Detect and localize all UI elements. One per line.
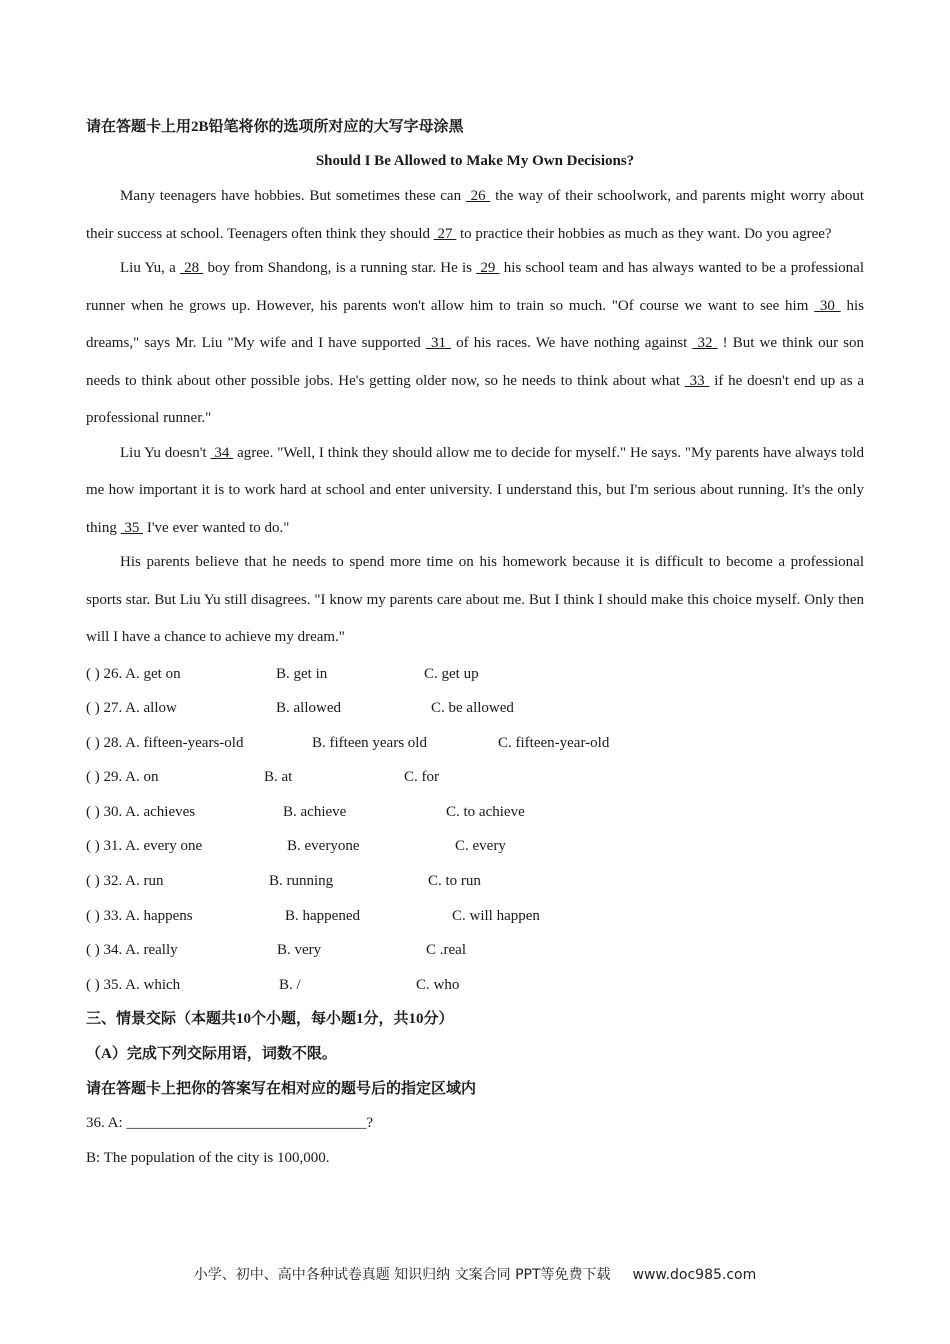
answer-blank: 34 [210, 444, 234, 461]
option-a: ( ) 26. A. get on [86, 665, 181, 682]
paragraph-text: ! But we think our son needs to think about other possible jobs. He's getting older now, so he needs to think about what [86, 335, 864, 389]
answer-blank: 33 [684, 372, 710, 389]
option-b: B. fifteen years old [312, 734, 427, 751]
question-row [86, 899, 864, 934]
answer-blank: 30 [814, 297, 841, 314]
option-c: C. get up [424, 665, 479, 682]
option-c: C. fifteen-year-old [498, 734, 610, 751]
option-a: ( ) 30. A. achieves [86, 803, 196, 820]
answer-blank: 27 [433, 225, 457, 242]
paragraph-text: I've ever wanted to do." [143, 519, 290, 536]
passage-paragraph [86, 544, 864, 657]
question-row [86, 968, 864, 1003]
passage-paragraph [86, 250, 864, 438]
option-c: C. to run [428, 873, 481, 890]
answer-blank: 31 [425, 335, 452, 351]
question-row [86, 760, 864, 795]
answer-blank: 32 [692, 335, 718, 351]
question-row [86, 726, 864, 761]
paragraph-text: agree. "Well, I think they should allow me to decide for myself." He says. "My parents have always told me how important it is to work hard at school and enter university. I understand this, but I'm serious about running. It's the only thing [86, 444, 865, 536]
paragraph-text: Liu Yu, a [120, 260, 180, 276]
paragraph-text: the way of their schoolwork, and parents might worry about their success at school. Teenagers often think they should [86, 188, 864, 242]
option-b: B. everyone [287, 838, 360, 855]
option-a: ( ) 28. A. fifteen-years-old [86, 734, 244, 751]
paragraph-text: to practice their hobbies as much as they want. Do you agree? [456, 225, 832, 242]
option-a: ( ) 35. A. which [86, 976, 181, 993]
question-row [86, 691, 864, 726]
option-b: B. / [279, 976, 301, 993]
option-c: C. will happen [452, 907, 540, 924]
paragraph-text: Liu Yu doesn't [120, 444, 211, 461]
question-36-a: 36. A: ________________________________? [86, 1115, 374, 1132]
footer-text: 小学、初中、高中各种试卷真题 知识归纳 文案合同 PPT等免费下载 [193, 1267, 611, 1283]
option-c: C. for [404, 769, 439, 786]
option-b: B. running [269, 873, 334, 890]
question-row [86, 795, 864, 830]
section-subheading: （A）完成下列交际用语，词数不限。 [86, 1046, 337, 1063]
option-b: B. get in [276, 665, 328, 682]
question-row [86, 657, 864, 692]
option-c: C. every [455, 838, 506, 855]
paragraph-text: of his races. We have nothing against [451, 335, 693, 351]
section-heading: 三、情景交际（本题共10个小题，每小题1分，共10分） [86, 1011, 454, 1028]
question-row [86, 829, 864, 864]
option-c: C. who [416, 976, 460, 993]
option-a: ( ) 33. A. happens [86, 907, 193, 924]
paragraph-text: Many teenagers have hobbies. But sometimes these can [120, 188, 466, 204]
option-c: C. to achieve [446, 803, 525, 820]
answer-blank: 35 [120, 519, 144, 536]
paragraph-text: boy from Shandong, is a running star. He is [203, 260, 477, 276]
paragraph-text: his dreams," says Mr. Liu "My wife and I have supported [86, 297, 864, 351]
passage-paragraph [86, 435, 864, 548]
footer-site-link[interactable]: www.doc985.com [632, 1267, 757, 1283]
answer-blank: 28 [179, 260, 204, 276]
option-b: B. very [277, 942, 322, 959]
option-a: ( ) 34. A. really [86, 942, 178, 959]
passage [86, 178, 864, 657]
option-b: B. allowed [276, 700, 341, 717]
section-instruction: 请在答题卡上把你的答案写在相对应的题号后的指定区域内 [86, 1080, 477, 1097]
answer-card-instruction: 请在答题卡上用2B铅笔将你的选项所对应的大写字母涂黑 [86, 119, 464, 135]
option-a: ( ) 32. A. run [86, 873, 164, 890]
option-a: ( ) 27. A. allow [86, 700, 177, 717]
answer-blank: 26 [465, 188, 491, 204]
passage-title: Should I Be Allowed to Make My Own Decisions? [315, 153, 635, 169]
option-a: ( ) 31. A. every one [86, 838, 203, 855]
page-footer [0, 1264, 950, 1284]
option-b: B. achieve [283, 803, 347, 820]
answer-blank: 29 [476, 260, 500, 276]
question-row [86, 864, 864, 899]
question-row [86, 933, 864, 968]
option-c: C .real [426, 942, 466, 959]
document-page [86, 110, 864, 1175]
option-c: C. be allowed [431, 700, 514, 717]
option-a: ( ) 29. A. on [86, 769, 159, 786]
option-b: B. happened [285, 907, 360, 924]
paragraph-text: his school team and has always wanted to be a professional runner when he grows up. However, his parents won't allow him to train so much. "Of course we want to see him [86, 260, 865, 314]
question-list [86, 657, 864, 1003]
option-b: B. at [264, 769, 293, 786]
paragraph-text: His parents believe that he needs to spend more time on his homework because it is difficult to become a professional sports star. But Liu Yu still disagrees. "I know my parents care about me. But I think I should make this choice myself. Only then will I have a chance to achieve my dream." [86, 554, 864, 645]
paragraph-text: if he doesn't end up as a professional runner." [86, 372, 864, 426]
question-36-b: B: The population of the city is 100,000. [86, 1149, 330, 1166]
passage-paragraph [86, 178, 864, 253]
